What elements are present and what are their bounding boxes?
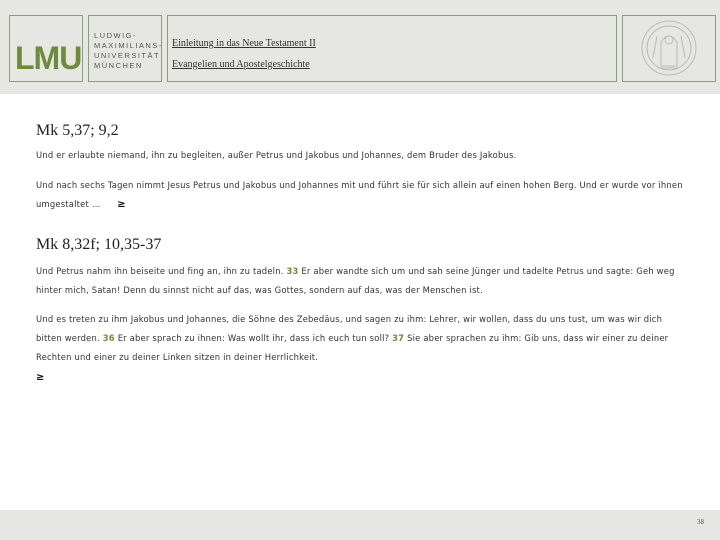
slide-header (0, 0, 720, 94)
next-arrow-icon[interactable]: ≥ (36, 372, 45, 383)
paragraph (36, 262, 688, 300)
verse-number: 36 (102, 333, 115, 343)
university-line: MÜNCHEN (94, 61, 143, 70)
section-heading: Mk 8,32f; 10,35-37 (36, 236, 162, 253)
next-arrow-icon[interactable]: ≥ (117, 199, 126, 210)
university-line: UNIVERSITÄT (94, 51, 161, 60)
paragraph-text: Und Petrus nahm ihn beiseite und fing an, ihn zu tadeln. (36, 266, 284, 276)
paragraph-text: Und nach sechs Tagen nimmt Jesus Petrus und Jakobus und Johannes mit und führt sie für sich allein auf einen hohen Berg. Und er wurde vor ihnen umgestaltet … (36, 180, 683, 209)
slide-footer (0, 510, 720, 540)
section-heading: Mk 5,37; 9,2 (36, 122, 119, 139)
paragraph (36, 310, 688, 367)
course-subtitle: Evangelien und Apostelgeschichte (172, 59, 310, 70)
paragraph-text: Und es treten zu ihm Jakobus und Johannes, die Söhne des Zebedäus, und sagen zu ihm: Lehrer, wir wollen, dass du uns tust, um was wir dich bitten werden. (36, 314, 663, 343)
paragraph: Und er erlaubte niemand, ihn zu begleiten, außer Petrus und Jakobus und Johannes, dem Bruder des Jakobus. (36, 150, 517, 160)
paragraph (36, 176, 688, 214)
verse-number: 37 (392, 333, 405, 343)
verse-number: 33 (286, 266, 299, 276)
university-line: LUDWIG- (94, 31, 137, 40)
course-title: Einleitung in das Neue Testament II (172, 38, 316, 49)
page-number: 38 (697, 518, 704, 526)
paragraph-text: Er aber sprach zu ihnen: Was wollt ihr, dass ich euch tun soll? (117, 333, 390, 343)
paragraph-text: Er aber wandte sich um und sah seine Jünger und tadelte Petrus und sagte: Geh weg hinter mich, Satan! Denn du sinnst nicht auf das, was Gottes, sondern auf das, was der Menschen ist. (36, 266, 675, 295)
university-line: MAXIMILIANS- (94, 41, 163, 50)
lmu-logo (9, 15, 83, 82)
university-seal-icon (631, 18, 707, 78)
lmu-logo-text: LMU (15, 40, 82, 76)
university-name-box (88, 15, 162, 82)
paragraph-text: Sie aber sprachen zu ihm: Gib uns, dass wir einer zu deiner Rechten und einer zu deiner Linken sitzen in deiner Herrlichkeit. (36, 333, 669, 362)
course-title-box (167, 15, 617, 82)
university-seal-box (622, 15, 716, 82)
